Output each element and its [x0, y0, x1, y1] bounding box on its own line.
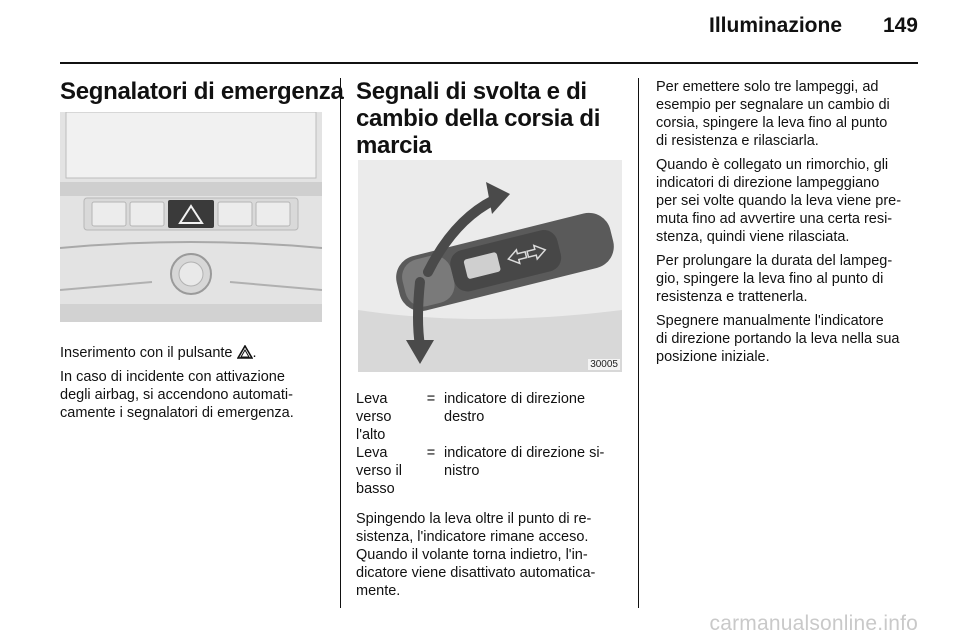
- text-line: resistenza e trattenerla.: [656, 289, 808, 305]
- definition-description: [444, 390, 624, 426]
- text-line: Quando è collegato un rimorchio, gli: [656, 157, 889, 173]
- text-line: indicatori di direzione lampeggiano: [656, 175, 880, 191]
- hazard-caption-end: .: [252, 345, 257, 361]
- text-line: esempio per segnalare un cambio di: [656, 97, 890, 113]
- turn-signal-lever-illustration: [358, 160, 622, 372]
- hazard-caption-text: Inserimento con il pulsante: [60, 345, 233, 361]
- text-line: Spegnere manualmente l'indicatore: [656, 313, 884, 329]
- text-line: verso: [356, 409, 392, 425]
- definition-equals: =: [426, 445, 436, 461]
- text-line: l'alto: [356, 427, 386, 443]
- text-line: verso il: [356, 463, 402, 479]
- text-line: destro: [444, 409, 485, 425]
- definitions-list: [356, 390, 626, 498]
- text-line: stenza, quindi viene rilasciata.: [656, 229, 850, 245]
- hazard-paragraph: [60, 368, 294, 422]
- header-rule: [60, 62, 918, 64]
- text-line: corsia, spingere la leva fino al punto: [656, 115, 888, 131]
- text-line: di resistenza e rilasciarla.: [656, 133, 819, 149]
- page-header-title: Illuminazione: [708, 14, 842, 37]
- text-line: sistenza, l'indicatore rimane acceso.: [356, 529, 589, 545]
- text-line: Per emettere solo tre lampeggi, ad: [656, 79, 879, 95]
- paragraph: [656, 312, 926, 366]
- definition-term: [356, 444, 422, 498]
- text-line: muta fino ad avvertire una certa resi-: [656, 211, 893, 227]
- definition-term: [356, 390, 422, 444]
- text-line: Quando il volante torna indietro, l'in-: [356, 547, 588, 563]
- text-line: basso: [356, 481, 395, 497]
- text-line: Per prolungare la durata del lampeg-: [656, 253, 893, 269]
- text-line: mente.: [356, 583, 401, 599]
- section-heading-turn-signals: [356, 78, 600, 159]
- definition-row: [356, 390, 626, 444]
- text-line: In caso di incidente con attivazione: [60, 369, 285, 385]
- text-line: indicatore di direzione si-: [444, 445, 605, 461]
- text-line: Spingendo la leva oltre il punto di re-: [356, 511, 592, 527]
- text-line: Leva: [356, 445, 388, 461]
- definition-row: [356, 444, 626, 498]
- hazard-caption: [60, 344, 257, 364]
- text-line: camente i segnalatori di emergenza.: [60, 405, 294, 421]
- text-line: degli airbag, si accendono automati-: [60, 387, 293, 403]
- hazard-triangle-icon: [237, 345, 253, 364]
- text-line: gio, spingere la leva fino al punto di: [656, 271, 884, 287]
- turn-signal-paragraph: [356, 510, 595, 600]
- text-line: di direzione portando la leva nella sua: [656, 331, 900, 347]
- text-line: posizione iniziale.: [656, 349, 770, 365]
- watermark: carmanualsonline.info: [709, 612, 918, 635]
- hazard-button-photo: [60, 112, 322, 322]
- figure-number: 30005: [590, 359, 618, 370]
- paragraph: [656, 156, 926, 246]
- text-line: nistro: [444, 463, 480, 479]
- text-line: indicatore di direzione: [444, 391, 586, 407]
- text-line: per sei volte quando la leva viene pre-: [656, 193, 902, 209]
- heading-line: cambio della corsia di: [356, 105, 601, 132]
- paragraph: [656, 78, 926, 150]
- definition-equals: =: [426, 391, 436, 407]
- heading-line: Segnali di svolta e di: [356, 78, 587, 105]
- column-divider-right: [638, 78, 639, 608]
- text-line: Leva: [356, 391, 388, 407]
- page-number: 149: [882, 14, 918, 37]
- right-column: [656, 78, 926, 366]
- definition-description: [444, 444, 624, 480]
- column-divider-left: [340, 78, 341, 608]
- paragraph: [656, 252, 926, 306]
- section-heading-hazard: Segnalatori di emergenza: [60, 78, 344, 105]
- text-line: dicatore viene disattivato automatica-: [356, 565, 596, 581]
- heading-line: marcia: [356, 132, 432, 159]
